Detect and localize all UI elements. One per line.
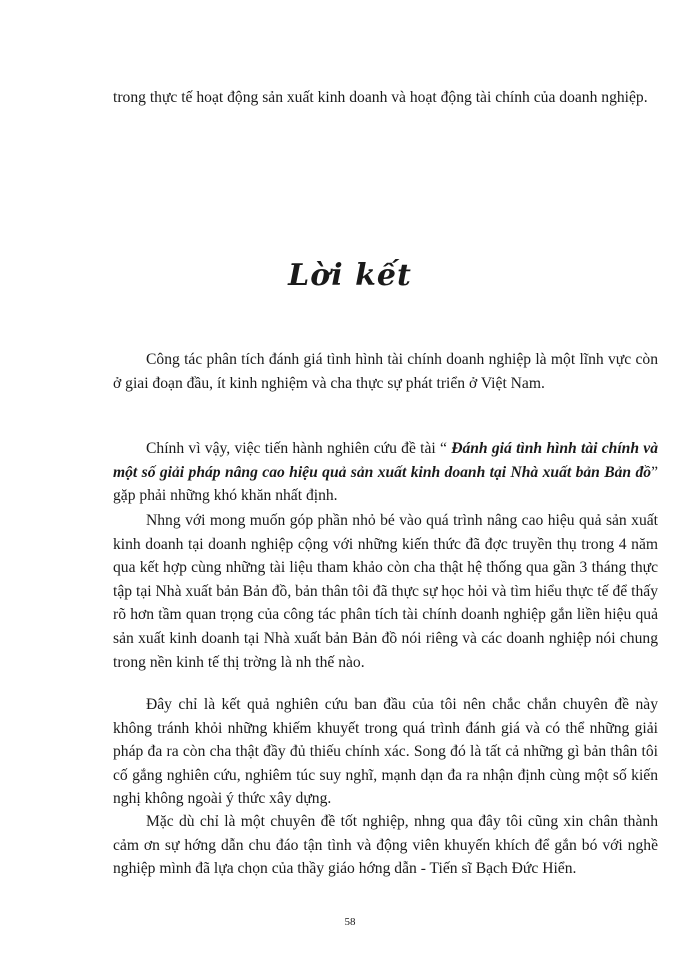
paragraph-2-intro: Chính vì vậy, việc tiến hành nghiên cứu đề tài “ <box>146 440 452 457</box>
paragraph-3: Nhng với mong muốn góp phần nhỏ bé vào quá trình nâng cao hiệu quả sản xuất kinh doanh tại doanh nghiệp cộng với những kiến thức đã đợc truyền thụ trong 4 năm qua kết hợp cùng những tài liệu tham khảo còn cha thật hệ thống qua gần 3 tháng thực tập tại Nhà xuất bản Bản đồ, bản thân tôi đã thực sự học hỏi và tìm hiểu thực tế để thấy rõ hơn tầm quan trọng của công tác phân tích tài chính doanh nghiệp gắn liền hiệu quả sản xuất kinh doanh tại Nhà xuất bản Bản đồ nói riêng và các doanh nghiệp nói chung trong nền kinh tế thị trờng là nh thế nào. <box>113 512 658 671</box>
paragraph-4: Đây chỉ là kết quả nghiên cứu ban đầu của tôi nên chắc chắn chuyên đề này không tránh khỏi những khiếm khuyết trong quá trình đánh giá và có thể những giải pháp đa ra còn cha thật đầy đủ thiếu chính xác. Song đó là tất cả những gì bản thân tôi cố gắng nghiên cứu, nghiêm túc suy nghĩ, mạnh dạn đa ra nhận định cùng một số kiến nghị không ngoài ý thức xây dựng. <box>113 696 658 808</box>
paragraph-1: Công tác phân tích đánh giá tình hình tài chính doanh nghiệp là một lĩnh vực còn ở giai đoạn đầu, ít kinh nghiệm và cha thực sự phát triển ở Việt Nam. <box>113 351 658 392</box>
carryover-paragraph: trong thực tế hoạt động sản xuất kinh doanh và hoạt động tài chính của doanh nghiệp. <box>113 89 648 106</box>
section-heading: Lời kết <box>288 258 412 293</box>
page-number: 58 <box>344 916 356 928</box>
paragraph-2 <box>113 437 658 508</box>
paragraph-5: Mặc dù chỉ là một chuyên đề tốt nghiệp, nhng qua đây tôi cũng xin chân thành cảm ơn sự hớng dẫn chu đáo tận tình và động viên khuyến khích để gắn bó với nghề nghiệp mình đã lựa chọn của thầy giáo hớng dẫn - Tiến sĩ Bạch Đức Hiển. <box>113 813 658 878</box>
thesis-title: Đánh giá tình hình tài chính và một số giải pháp nâng cao hiệu quả sản xuất kinh doanh tại Nhà xuất bản Bản đồ <box>113 440 659 481</box>
paragraph-2-end: ” gặp phải những khó khăn nhất định. <box>113 463 658 505</box>
